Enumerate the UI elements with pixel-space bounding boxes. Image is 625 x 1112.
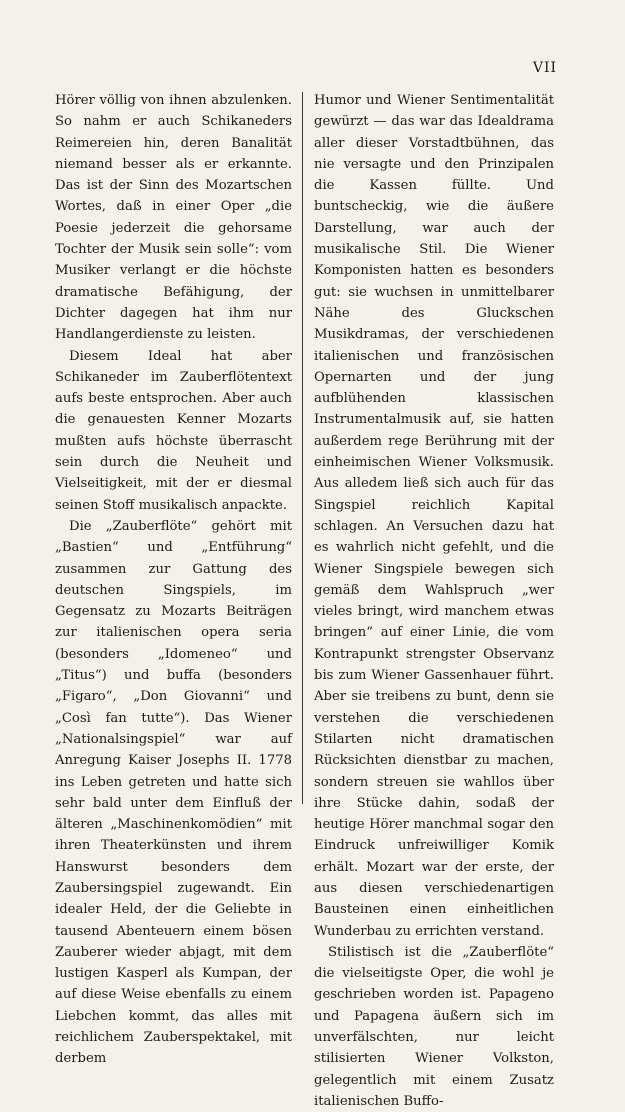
left-column xyxy=(55,90,292,1070)
column-divider xyxy=(302,92,303,804)
left-paragraph-1: Hörer völlig von ihnen abzulenken. So nahm er auch Schikaneders Reimereien hin, deren Banalität niemand besser als er erkannte. Das ist der Sinn des Mozartschen Wortes, daß in einer Oper „die Poesie jederzeit die gehorsame Tochter der Musik sein solle“: vom Musiker verlangt er die höchste dramatische Befähigung, der Dichter dagegen hat ihm nur Handlangerdienste zu leisten. xyxy=(55,93,292,343)
right-paragraph-2: Stilistisch ist die „Zauberflöte“ die vielseitigste Oper, die wohl je geschrieben worden ist. Papageno und Papagena äußern sich im unverfälschten, nur leicht stilisierten Wiener Volkston, gelegentlich mit einem Zusatz italienischen Buffo- xyxy=(314,944,554,1109)
right-paragraph-1: Humor und Wiener Sentimentalität gewürzt — das war das Idealdrama aller dieser Vorstadtbühnen, das nie versagte und den Prinzipalen die Kassen füllte. Und buntscheckig, wie die äußere Darstellung, war auch der musikalische Stil. Die Wiener Komponisten hatten es besonders gut: sie wuchsen in unmittelbarer Nähe des Gluckschen Musikdramas, der verschiedenen italienischen und französischen Opernarten und der jung aufblühenden klassischen Instrumentalmusik auf, sie hatten außerdem rege Berührung mit der einheimischen Wiener Volksmusik. Aus alledem ließ sich auch für das Singspiel reichlich Kapital schlagen. An Versuchen dazu hat es wahrlich nicht gefehlt, und die Wiener Singspiele bewegen sich gemäß dem Wahlspruch „wer vieles bringt, wird manchem etwas bringen“ auf einer Linie, die vom Kontrapunkt strengster Observanz bis zum Wiener Gassenhauer führt. Aber sie treibens zu bunt, denn sie verstehen die verschiedenen Stilarten nicht dramatischen Rücksichten dienstbar zu machen, sondern streuen sie wahllos über ihre Stücke dahin, sodaß der heutige Hörer manchmal sogar den Eindruck unfreiwilliger Komik erhält. Mozart war der erste, der aus diesen verschiedenartigen Bausteinen einen einheitlichen Wunderbau zu errichten verstand. xyxy=(314,93,554,939)
right-column xyxy=(314,90,554,1112)
left-paragraph-2: Diesem Ideal hat aber Schikaneder im Zauberflötentext aufs beste entsprochen. Aber auch die genauesten Kenner Mozarts mußten aufs höchste überrascht sein durch die Neuheit und Vielseitigkeit, mit der er diesmal seinen Stoff musikalisch anpackte. xyxy=(55,348,292,513)
page-number: VII xyxy=(532,60,557,76)
left-paragraph-3: Die „Zauberflöte“ gehört mit „Bastien“ und „Entführung“ zusammen zur Gattung des deutschen Singspiels, im Gegensatz zu Mozarts Beiträgen zur italienischen opera seria (besonders „Idomeneo“ und „Titus“) und buffa (besonders „Figaro“, „Don Giovanni“ und „Così fan tutte“). Das Wiener „Nationalsingspiel“ war auf Anregung Kaiser Josephs II. 1778 ins Leben getreten und hatte sich sehr bald unter dem Einfluß der älteren „Maschinenkomödien“ mit ihren Theaterkünsten und ihrem Hanswurst besonders dem Zaubersingspiel zugewandt. Ein idealer Held, der die Geliebte in tausend Abenteuern einem bösen Zauberer wieder abjagt, mit dem lustigen Kasperl als Kumpan, der auf diese Weise ebenfalls zu einem Liebchen kommt, das alles mit reichlichem Zauberspektakel, mit derbem xyxy=(55,518,292,1067)
